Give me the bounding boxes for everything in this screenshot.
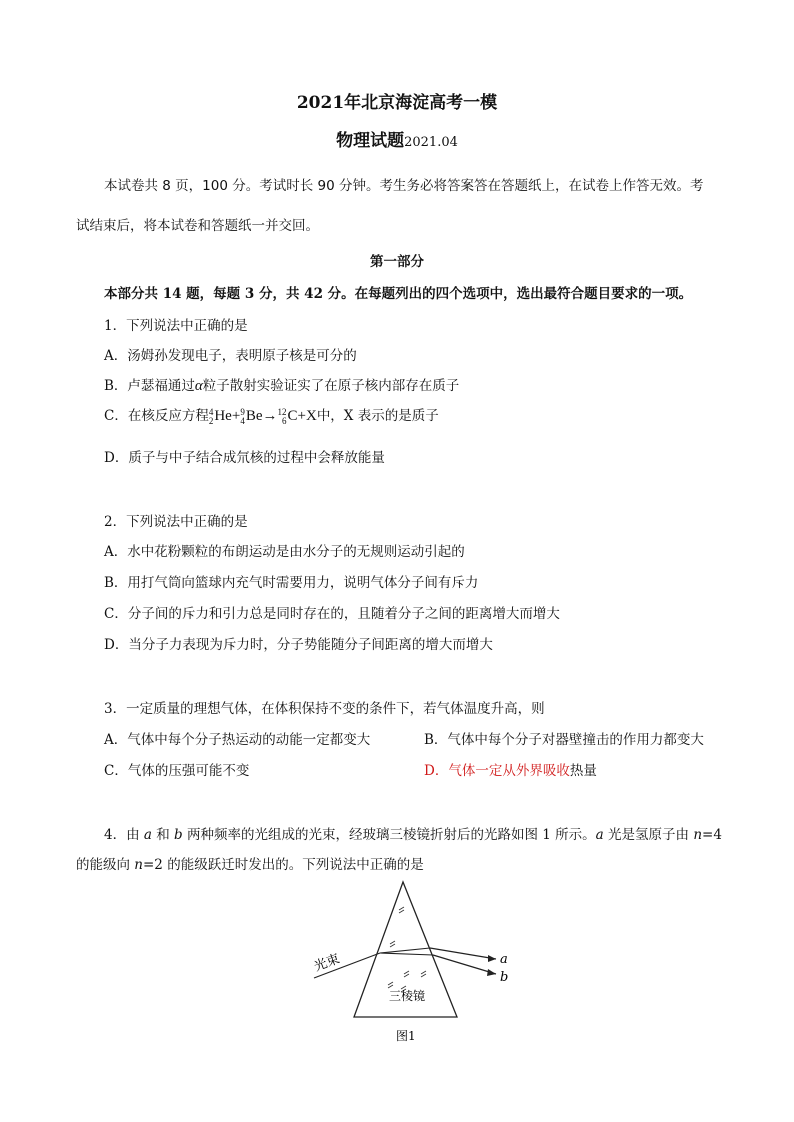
q4-text: 的能级向 — [76, 857, 135, 873]
q4-stem-line-1 — [104, 823, 722, 843]
q3-option-d-answer: 气体一定从外界吸收 — [448, 763, 570, 779]
q4-var-a: a — [595, 827, 604, 843]
alpha-symbol: α — [194, 378, 203, 394]
q1-stem: 1．下列说法中正确的是 — [104, 318, 248, 334]
ray-b-arrow — [487, 969, 496, 976]
q1-option-b-post: 粒子散射实验证实了在原子核内部存在质子 — [202, 378, 460, 394]
q4-var-n: n — [134, 857, 143, 873]
q1-option-d: D．质子与中子结合成氘核的过程中会释放能量 — [104, 450, 385, 466]
q4-text: =2 的能级跃迁时发出的。下列说法中正确的是 — [143, 857, 424, 873]
subject-title — [0, 126, 794, 151]
x-symbol: X — [305, 408, 317, 424]
subject-name: 物理试题 — [336, 131, 405, 151]
q3-option-d — [424, 759, 597, 779]
q3-stem: 3．一定质量的理想气体，在体积保持不变的条件下，若气体温度升高，则 — [104, 701, 545, 717]
q1-option-c-post: 中，X 表示的是质子 — [316, 408, 439, 424]
part-description: 本部分共 14 题，每题 3 分，共 42 分。在每题列出的四个选项中，选出最符合题目要求的一项。 — [104, 286, 693, 302]
q4-var-b: b — [174, 827, 183, 843]
q4-text: 和 — [151, 827, 175, 843]
q1-option-b — [104, 374, 459, 395]
q3-option-d-label: D． — [424, 763, 449, 779]
reaction-arrow: → — [262, 408, 278, 424]
q3-option-d-tail: 热量 — [569, 763, 597, 779]
q1-option-c — [104, 404, 439, 426]
prism-figure — [300, 870, 530, 1050]
q2-option-b: B．用打气筒向篮球内充气时需要用力，说明气体分子间有斥力 — [104, 575, 479, 591]
q3-option-b: B．气体中每个分子对器壁撞击的作用力都变大 — [424, 732, 704, 748]
ray-b-inside — [380, 953, 433, 955]
c-symbol: C — [287, 408, 298, 424]
q2-option-d: D．当分子力表现为斥力时，分子势能随分子间距离的增大而增大 — [104, 637, 493, 653]
q4-var-a: a — [143, 827, 152, 843]
ray-b-label: b — [500, 970, 509, 985]
he-mass-number: 4 — [208, 406, 214, 417]
be-atomic-number: 4 — [240, 415, 245, 426]
q4-var-n: n — [693, 827, 703, 843]
plus-sign: + — [231, 408, 241, 424]
q3-option-c: C．气体的压强可能不变 — [104, 763, 250, 779]
q2-option-c: C．分子间的斥力和引力总是同时存在的，且随着分子之间的距离增大而增大 — [104, 606, 560, 622]
q1-option-c-pre: C．在核反应方程 — [104, 408, 209, 424]
figure-caption: 图1 — [396, 1029, 416, 1043]
q4-text: 4．由 — [104, 827, 144, 843]
q4-text: 光是氢原子由 — [603, 827, 694, 843]
plus-sign: + — [297, 408, 306, 424]
nuclear-equation — [209, 408, 317, 424]
c-atomic-number: 6 — [281, 415, 287, 426]
ray-a-inside — [380, 948, 430, 953]
ray-a-arrow — [488, 955, 496, 962]
q3-option-a: A．气体中每个分子热运动的动能一定都变大 — [104, 732, 371, 748]
page-title: 2021年北京海淀高考一模 — [296, 93, 498, 113]
he-atomic-number: 2 — [208, 415, 214, 426]
q4-text: 两种频率的光组成的光束，经玻璃三棱镜折射后的光路如图 1 所示。 — [182, 827, 596, 843]
part-title: 第一部分 — [370, 254, 424, 270]
exam-date: 2021.04 — [404, 135, 458, 150]
instructions-line-1: 本试卷共 8 页，100 分。考试时长 90 分钟。考生务必将答案答在答题纸上，在试卷上作答无效。考 — [104, 178, 704, 194]
prism-label: 三棱镜 — [389, 989, 426, 1003]
ray-a-label: a — [500, 952, 508, 967]
be-symbol: Be — [245, 408, 263, 424]
beam-label: 光束 — [312, 951, 342, 975]
be-mass-number: 9 — [240, 406, 245, 417]
q1-option-b-pre: B．卢瑟福通过 — [104, 378, 195, 394]
q2-stem: 2．下列说法中正确的是 — [104, 514, 248, 530]
instructions-line-2: 试结束后，将本试卷和答题纸一并交回。 — [76, 218, 319, 234]
q4-text: =4 — [702, 827, 722, 843]
he-symbol: He — [214, 408, 232, 424]
q1-option-a: A．汤姆孙发现电子，表明原子核是可分的 — [104, 348, 357, 364]
q2-option-a: A．水中花粉颗粒的布朗运动是由水分子的无规则运动引起的 — [104, 544, 465, 560]
c-mass-number: 12 — [277, 406, 287, 417]
